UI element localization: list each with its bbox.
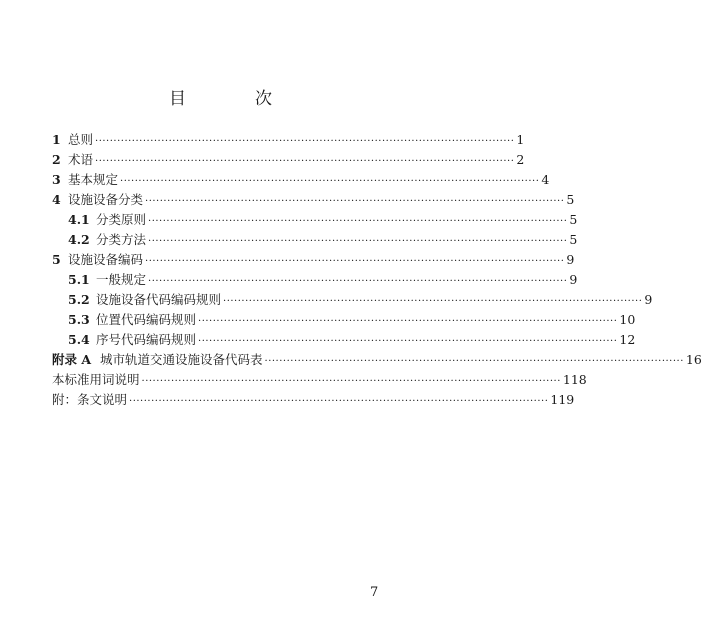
toc-entry-label: 设施设备编码 <box>68 252 144 267</box>
leader-dots: ·················································································································· <box>148 216 568 227</box>
toc-entry-page: 119 <box>550 392 575 407</box>
toc-entry-label: 城市轨道交通设施设备代码表 <box>100 352 263 367</box>
toc-entry[interactable] <box>52 150 525 170</box>
toc-entry[interactable] <box>68 230 578 250</box>
toc-entry-label: 术语 <box>68 152 94 167</box>
leader-dots: ·················································································································· <box>145 256 565 267</box>
toc-entry-page: 4 <box>541 172 550 187</box>
toc-entry[interactable] <box>52 190 575 210</box>
leader-dots: ·················································································································· <box>148 236 568 247</box>
toc-entry-label: 位置代码编码规则 <box>96 312 197 327</box>
toc-entry[interactable] <box>52 370 587 390</box>
toc-entry-label: 本标准用词说明 <box>52 372 140 387</box>
toc-entry-number: 2 <box>52 152 61 167</box>
toc-entry-page: 9 <box>644 292 653 307</box>
leader-dots: ·················································································································· <box>145 196 565 207</box>
toc-entry-page: 10 <box>619 312 636 327</box>
toc-entry-page: 9 <box>569 272 578 287</box>
toc-entry[interactable] <box>52 250 575 270</box>
toc-entry[interactable] <box>68 330 636 350</box>
toc-entry-page: 12 <box>619 332 636 347</box>
toc-entry-label: 基本规定 <box>68 172 119 187</box>
toc-entry[interactable] <box>68 270 578 290</box>
toc-entry-label: 设施设备代码编码规则 <box>96 292 222 307</box>
leader-dots: ·················································································································· <box>148 276 568 287</box>
toc-entry[interactable] <box>68 310 636 330</box>
toc-entry-label: 分类方法 <box>96 232 147 247</box>
toc-entry-page: 1 <box>516 132 525 147</box>
toc-entry-label: 分类原则 <box>96 212 147 227</box>
toc-entry[interactable] <box>52 350 702 370</box>
toc-entry-number: 4.1 <box>68 212 90 227</box>
leader-dots: ·················································································································· <box>198 336 618 347</box>
toc-entry-number: 5.2 <box>68 292 90 307</box>
toc-entry-page: 9 <box>566 252 575 267</box>
toc-entry-label: 一般规定 <box>96 272 147 287</box>
page-number: 7 <box>370 585 379 600</box>
toc-entry-page: 5 <box>569 232 578 247</box>
toc-entry-label: 设施设备分类 <box>68 192 144 207</box>
leader-dots: ·················································································································· <box>95 136 515 147</box>
toc-entry-page: 16 <box>685 352 702 367</box>
toc-entry-page: 5 <box>569 212 578 227</box>
leader-dots: ·················································································································· <box>120 176 540 187</box>
toc-entry-number: 5 <box>52 252 61 267</box>
toc-entry-page: 2 <box>516 152 525 167</box>
toc-title: 目 次 <box>169 89 298 109</box>
leader-dots: ·················································································································· <box>223 296 643 307</box>
toc-entry-label: 序号代码编码规则 <box>96 332 197 347</box>
toc-entry[interactable] <box>68 290 653 310</box>
toc-entry[interactable] <box>52 390 575 410</box>
toc-entry[interactable] <box>68 210 578 230</box>
toc-entry-number: 4.2 <box>68 232 90 247</box>
toc-entry-number: 3 <box>52 172 61 187</box>
toc-entry-number: 附录 A <box>52 352 92 367</box>
leader-dots: ·················································································································· <box>141 376 561 387</box>
toc-entry-page: 118 <box>562 372 587 387</box>
toc-entry[interactable] <box>52 170 550 190</box>
leader-dots: ·················································································································· <box>129 396 549 407</box>
toc-entry-number: 4 <box>52 192 61 207</box>
leader-dots: ·················································································································· <box>198 316 618 327</box>
toc-entry-number: 5.3 <box>68 312 90 327</box>
toc-entry[interactable] <box>52 130 525 150</box>
toc-entry-label: 附：条文说明 <box>52 392 128 407</box>
toc-entry-number: 5.1 <box>68 272 90 287</box>
leader-dots: ·················································································································· <box>95 156 515 167</box>
toc-entry-number: 1 <box>52 132 61 147</box>
toc-entry-number: 5.4 <box>68 332 90 347</box>
toc-entry-page: 5 <box>566 192 575 207</box>
toc-entry-label: 总则 <box>68 132 94 147</box>
leader-dots: ·················································································································· <box>264 356 684 367</box>
